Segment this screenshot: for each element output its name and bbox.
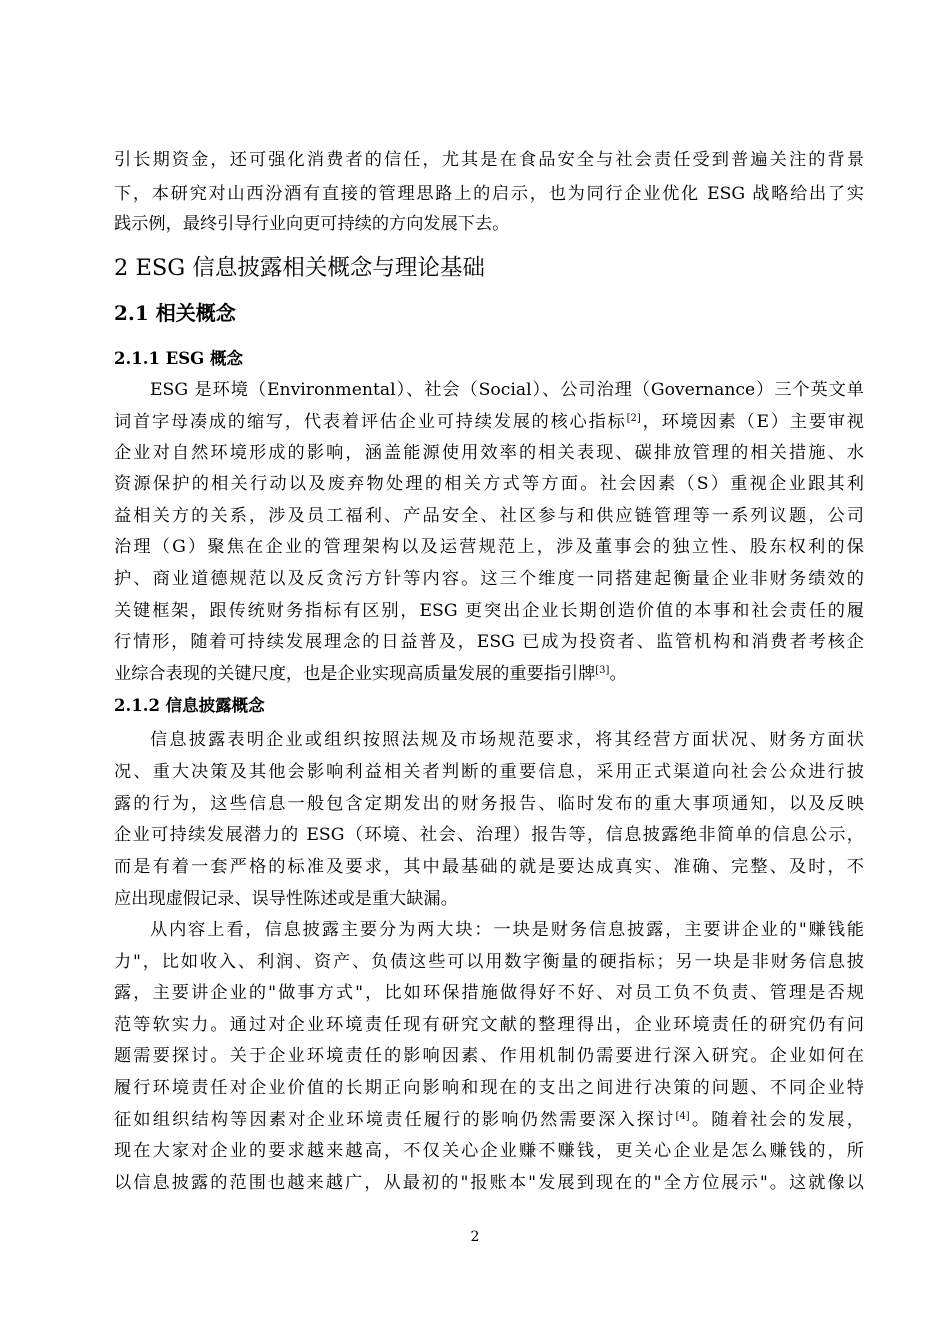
text-line: 力"，比如收入、利润、资产、负债这些可以用数字衡量的硬指标；另一块是非财务信息披: [114, 952, 864, 972]
text-line: 露的行为，这些信息一般包含定期发出的财务报告、临时发布的重大事项通知，以及反映: [114, 794, 864, 814]
text-line: 题需要探讨。关于企业环境责任的影响因素、作用机制仍需要进行深入研究。企业如何在: [114, 1046, 864, 1066]
text-fragment: 。随着社会的发展，: [689, 1110, 864, 1130]
text-line: 范等软实力。通过对企业环境责任现有研究文献的整理得出，企业环境责任的研究仍有问: [114, 1015, 864, 1035]
text-line: 而是有着一套严格的标准及要求，其中最基础的就是要达成真实、准确、完整、及时，不: [114, 857, 864, 877]
text-line: 益相关方的关系，涉及员工福利、产品安全、社区参与和供应链管理等一系列议题，公司: [114, 506, 864, 526]
text-fragment: 。: [609, 664, 627, 684]
text-fragment: 词首字母凑成的缩写，代表着评估企业可持续发展的核心指标: [114, 412, 627, 432]
text-fragment: ，环境因素（E）主要审视: [640, 412, 864, 432]
subsection-heading: 2.1.2 信息披露概念: [114, 696, 265, 715]
text-line: 引长期资金，还可强化消费者的信任，尤其是在食品安全与社会责任受到普遍关注的背景: [114, 150, 864, 170]
chapter-heading: 2 ESG 信息披露相关概念与理论基础: [114, 255, 485, 281]
text-line: 资源保护的相关行动以及废弃物处理的相关方式等方面。社会因素（S）重视企业跟其利: [114, 474, 864, 494]
citation-ref: [2]: [626, 413, 641, 424]
text-line: 况、重大决策及其他会影响利益相关者判断的重要信息，采用正式渠道向社会公众进行披: [114, 762, 864, 782]
text-line: 治理（G）聚焦在企业的管理架构以及运营规范上，涉及董事会的独立性、股东权利的保: [114, 537, 864, 557]
text-line: 露，主要讲企业的"做事方式"，比如环保措施做得好不好、对员工负不负责、管理是否规: [114, 983, 864, 1003]
section-heading: 2.1 相关概念: [114, 301, 236, 325]
text-line: [114, 412, 864, 432]
text-line: 护、商业道德规范以及反贪污方针等内容。这三个维度一同搭建起衡量企业非财务绩效的: [114, 569, 864, 589]
text-fragment: 业综合表现的关键尺度，也是企业实现高质量发展的重要指引牌: [114, 664, 596, 684]
page-number: 2: [470, 1229, 480, 1245]
text-line: [114, 664, 864, 684]
text-line: 从内容上看，信息披露主要分为两大块：一块是财务信息披露，主要讲企业的"赚钱能: [150, 920, 864, 940]
text-line: 践示例，最终引导行业向更可持续的方向发展下去。: [114, 214, 510, 234]
text-line: [114, 1110, 864, 1130]
text-line: 以信息披露的范围也越来越广，从最初的"报账本"发展到现在的"全方位展示"。这就像以: [114, 1173, 864, 1193]
text-line: 行情形，随着可持续发展理念的日益普及，ESG 已成为投资者、监管机构和消费者考核企: [114, 632, 864, 652]
text-line: 企业可持续发展潜力的 ESG（环境、社会、治理）报告等，信息披露绝非简单的信息公示，: [114, 825, 864, 845]
text-line: 关键框架，跟传统财务指标有区别，ESG 更突出企业长期创造价值的本事和社会责任的履: [114, 601, 864, 621]
text-line: 信息披露表明企业或组织按照法规及市场规范要求，将其经营方面状况、财务方面状: [150, 730, 864, 750]
citation-ref: [3]: [595, 665, 610, 676]
text-line: 履行环境责任对企业价值的长期正向影响和现在的支出之间进行决策的问题、不同企业特: [114, 1078, 864, 1098]
citation-ref: [4]: [675, 1111, 690, 1122]
text-line: 企业对自然环境形成的影响，涵盖能源使用效率的相关表现、碳排放管理的相关措施、水: [114, 443, 864, 463]
text-line: ESG 是环境（Environmental）、社会（Social）、公司治理（Governance）三个英文单: [150, 380, 864, 400]
text-line: 应出现虚假记录、误导性陈述或是重大缺漏。: [114, 889, 458, 909]
text-line: 现在大家对企业的要求越来越高，不仅关心企业赚不赚钱，更关心企业是怎么赚钱的，所: [114, 1141, 864, 1161]
subsection-heading: 2.1.1 ESG 概念: [114, 349, 244, 368]
text-line: 下，本研究对山西汾酒有直接的管理思路上的启示，也为同行企业优化 ESG 战略给出了实: [114, 184, 864, 204]
text-fragment: 征如组织结构等因素对企业环境责任履行的影响仍然需要深入探讨: [114, 1110, 676, 1130]
